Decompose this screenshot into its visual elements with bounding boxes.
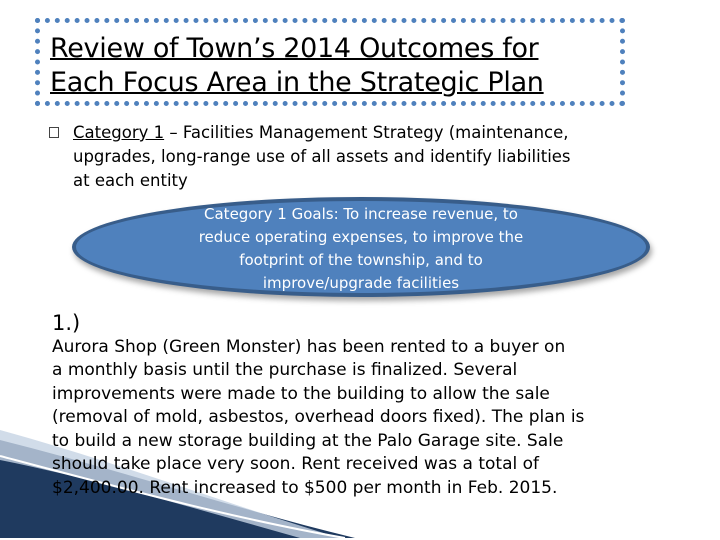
body-line-7: $2,400.00. Rent increased to $500 per month in Feb. 2015. xyxy=(52,477,558,498)
bullet-item xyxy=(73,121,703,193)
title-line-1: Review of Town’s 2014 Outcomes for xyxy=(50,33,539,64)
title-line-2: Each Focus Area in the Strategic Plan xyxy=(50,67,544,98)
bullet-line-2: upgrades, long-range use of all assets and identify liabilities xyxy=(73,147,571,166)
bullet-box-icon xyxy=(49,127,59,138)
goals-text xyxy=(150,203,572,295)
body-line-2: a monthly basis until the purchase is finalized. Several xyxy=(52,360,518,380)
goals-line-3: footprint of the township, and to xyxy=(239,251,483,269)
goals-line-4: improve/upgrade facilities xyxy=(262,274,460,292)
body-line-4: (removal of mold, asbestos, overhead doors fixed). The plan is xyxy=(52,407,585,427)
goals-line-2: reduce operating expenses, to improve the xyxy=(198,228,524,246)
bullet-line-3: at each entity xyxy=(73,171,188,190)
item-number: 1.) xyxy=(52,311,81,335)
title-frame xyxy=(35,18,625,106)
body-line-3: improvements were made to the building to allow the sale xyxy=(52,383,550,404)
category-paren-start: (maintenance, xyxy=(443,123,569,142)
category-label: Category 1 xyxy=(73,123,165,142)
bullet-line-1 xyxy=(73,121,703,145)
body-paragraph xyxy=(52,312,712,500)
page-title xyxy=(50,32,630,100)
category-heading: – Facilities Management Strategy xyxy=(164,123,444,142)
body-line-6: should take place very soon. Rent received was a total of xyxy=(52,454,539,474)
goals-line-1: Category 1 Goals: To increase revenue, to xyxy=(204,205,518,223)
body-line-1 xyxy=(52,312,712,359)
body-line-5: to build a new storage building at the Palo Garage site. Sale xyxy=(52,430,564,451)
body-line-1-text: Aurora Shop (Green Monster) has been rented to a buyer on xyxy=(52,336,566,357)
